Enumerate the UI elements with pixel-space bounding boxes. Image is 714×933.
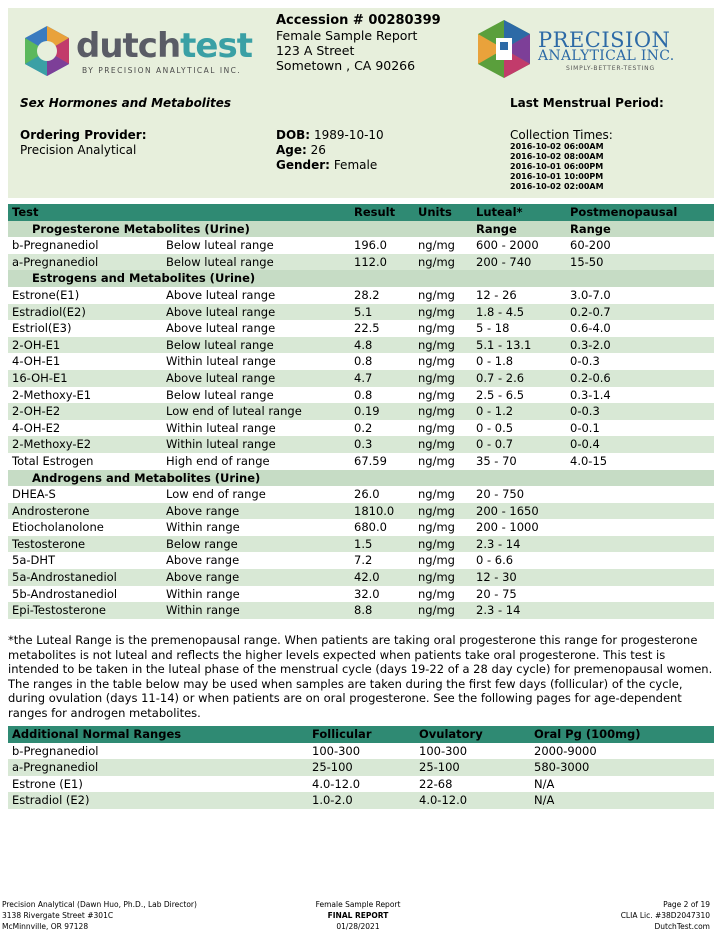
postmenopausal-range: 0-0.4 xyxy=(566,436,714,453)
test-result: 196.0 xyxy=(354,238,387,253)
test-units: ng/mg xyxy=(418,520,455,535)
range-subheader xyxy=(566,270,714,287)
street-address: 123 A Street xyxy=(276,43,355,58)
col-header-oral-pg: Oral Pg (100mg) xyxy=(534,727,641,741)
table-row xyxy=(8,387,714,404)
footer-website: DutchTest.com xyxy=(654,922,710,931)
test-units: ng/mg xyxy=(414,337,472,354)
test-status: Above luteal range xyxy=(162,304,350,321)
test-name: Estradiol(E2) xyxy=(8,304,162,321)
ovulatory-range: 25-100 xyxy=(415,759,530,776)
test-result: 32.0 xyxy=(354,586,380,601)
table-row xyxy=(8,370,714,387)
test-result: 67.59 xyxy=(354,453,387,468)
table-row xyxy=(8,304,714,321)
luteal-range: 35 - 70 xyxy=(476,453,517,468)
col-header-postmenopausal: Postmenopausal xyxy=(570,205,678,219)
luteal-range: 20 - 750 xyxy=(476,487,525,502)
test-name: DHEA-S xyxy=(12,487,56,502)
range-test-name: b-Pregnanediol xyxy=(12,743,99,758)
test-result: 0.3 xyxy=(350,436,414,453)
test-status: Below luteal range xyxy=(162,337,350,354)
test-units: ng/mg xyxy=(418,387,455,402)
range-subheader xyxy=(472,270,566,287)
accession-number: Accession # 00280399 xyxy=(276,13,441,28)
test-name: 2-OH-E1 xyxy=(8,337,162,354)
range-test-name: Estrone (E1) xyxy=(12,776,83,791)
test-result: 680.0 xyxy=(354,520,387,535)
test-name: 5a-Androstanediol xyxy=(8,569,162,586)
test-units: ng/mg xyxy=(418,287,455,302)
additional-row xyxy=(8,792,714,809)
test-units: ng/mg xyxy=(414,602,472,619)
test-name: Testosterone xyxy=(8,536,162,553)
range-subheader: Range xyxy=(472,221,566,238)
ordering-provider-value: Precision Analytical xyxy=(20,143,137,157)
col-header-additional: Additional Normal Ranges xyxy=(12,727,182,741)
test-result: 1.5 xyxy=(350,536,414,553)
luteal-range: 5 - 18 xyxy=(476,321,510,336)
postmenopausal-range: 60-200 xyxy=(570,238,611,253)
test-status: Above range xyxy=(162,569,350,586)
test-status: Within range xyxy=(166,586,240,601)
postmenopausal-range xyxy=(566,536,714,553)
table-row xyxy=(8,337,714,354)
luteal-range: 0 - 0.5 xyxy=(476,420,514,435)
test-name: 16-OH-E1 xyxy=(8,370,162,387)
ovulatory-range: 4.0-12.0 xyxy=(415,792,530,809)
test-units: ng/mg xyxy=(418,354,455,369)
accession-block xyxy=(276,13,441,73)
test-units: ng/mg xyxy=(414,403,472,420)
ovulatory-range: 100-300 xyxy=(419,743,468,758)
gender-label: Gender: xyxy=(276,158,330,172)
collection-time: 2016-10-02 08:00AM xyxy=(510,152,604,161)
luteal-range: 0 - 0.7 xyxy=(472,436,566,453)
test-name: a-Pregnanediol xyxy=(8,254,162,271)
test-name: Estriol(E3) xyxy=(12,321,72,336)
test-units: ng/mg xyxy=(418,238,455,253)
luteal-range: 5.1 - 13.1 xyxy=(472,337,566,354)
luteal-range: 20 - 75 xyxy=(476,586,517,601)
postmenopausal-range: 0.2-0.6 xyxy=(566,370,714,387)
additional-row xyxy=(8,743,714,760)
test-status: Within range xyxy=(166,520,240,535)
results-table xyxy=(8,204,714,619)
table-row xyxy=(8,237,714,254)
report-header xyxy=(8,8,714,198)
test-name: 2-OH-E2 xyxy=(8,403,162,420)
additional-ranges-table xyxy=(8,726,714,809)
test-name: Androsterone xyxy=(8,503,162,520)
footer-page-number: Page 2 of 19 xyxy=(663,900,710,909)
luteal-range: 12 - 30 xyxy=(472,569,566,586)
test-status: Within luteal range xyxy=(166,420,276,435)
footer-page-info xyxy=(621,899,710,932)
luteal-range: 12 - 26 xyxy=(476,287,517,302)
range-subheader xyxy=(566,470,714,487)
postmenopausal-range: 3.0-7.0 xyxy=(570,287,611,302)
ordering-provider-label: Ordering Provider: xyxy=(20,128,147,142)
oral-pg-range: N/A xyxy=(534,776,555,791)
luteal-range: 2.3 - 14 xyxy=(472,536,566,553)
test-result: 4.8 xyxy=(350,337,414,354)
lmp-label: Last Menstrual Period: xyxy=(510,96,664,110)
dutch-hexagon-icon xyxy=(20,24,74,78)
follicular-range: 25-100 xyxy=(308,759,415,776)
city-address: Sometown , CA 90266 xyxy=(276,58,416,73)
test-status: Within range xyxy=(162,602,350,619)
test-status: Below luteal range xyxy=(166,387,274,402)
report-name: Female Sample Report xyxy=(276,28,418,43)
test-status: Low end of range xyxy=(166,487,266,502)
patient-info xyxy=(276,128,384,173)
postmenopausal-range: 0.3-1.4 xyxy=(570,387,611,402)
table-row xyxy=(8,503,714,520)
postmenopausal-range xyxy=(566,586,714,603)
test-status: Below luteal range xyxy=(162,254,350,271)
postmenopausal-range: 0-0.3 xyxy=(566,403,714,420)
test-name: Epi-Testosterone xyxy=(8,602,162,619)
test-result: 0.8 xyxy=(354,387,373,402)
table-row xyxy=(8,602,714,619)
range-test-name: a-Pregnanediol xyxy=(8,759,308,776)
test-units: ng/mg xyxy=(418,586,455,601)
collection-time: 2016-10-01 06:00PM xyxy=(510,162,604,171)
test-units: ng/mg xyxy=(414,536,472,553)
table-row xyxy=(8,519,714,536)
col-header-units: Units xyxy=(418,205,452,219)
table-row xyxy=(8,254,714,271)
luteal-range: 200 - 1650 xyxy=(472,503,566,520)
test-name: 5a-DHT xyxy=(12,553,56,568)
luteal-range: 0 - 1.2 xyxy=(472,403,566,420)
age-value: 26 xyxy=(310,143,326,157)
precision-name-line2: ANALYTICAL INC. xyxy=(538,48,675,64)
luteal-range: 600 - 2000 xyxy=(476,238,539,253)
table-row xyxy=(8,287,714,304)
table-row xyxy=(8,353,714,370)
postmenopausal-range: 0-0.1 xyxy=(570,420,600,435)
age-label: Age: xyxy=(276,143,307,157)
table-row xyxy=(8,403,714,420)
test-units: ng/mg xyxy=(418,321,455,336)
test-status: Within luteal range xyxy=(162,436,350,453)
col-header-test: Test xyxy=(12,205,39,219)
section-header-row xyxy=(8,470,714,487)
footer-clia: CLIA Lic. #38D2047310 xyxy=(620,911,710,920)
additional-header-row xyxy=(8,726,714,743)
postmenopausal-range xyxy=(566,519,714,536)
test-status: Below luteal range xyxy=(166,238,274,253)
test-result: 112.0 xyxy=(350,254,414,271)
luteal-range: 1.8 - 4.5 xyxy=(472,304,566,321)
col-header-luteal: Luteal* xyxy=(476,205,523,219)
section-title: Estrogens and Metabolites (Urine) xyxy=(8,270,472,287)
test-units: ng/mg xyxy=(414,304,472,321)
section-title: Androgens and Metabolites (Urine) xyxy=(8,470,472,487)
brand-tagline: BY PRECISION ANALYTICAL INC. xyxy=(82,66,242,75)
test-name: Estrone(E1) xyxy=(12,287,80,302)
collection-label: Collection Times: xyxy=(510,128,613,142)
test-result: 0.19 xyxy=(350,403,414,420)
test-status: Low end of luteal range xyxy=(162,403,350,420)
footer-lab-director: Precision Analytical (Dawn Huo, Ph.D., Lab Director) xyxy=(2,900,197,909)
test-status: Below range xyxy=(162,536,350,553)
table-row xyxy=(8,420,714,437)
precision-tagline: SIMPLY-BETTER-TESTING xyxy=(566,65,655,72)
collection-time: 2016-10-02 02:00AM xyxy=(510,182,604,191)
test-name: 4-OH-E1 xyxy=(12,354,61,369)
luteal-range: 0.7 - 2.6 xyxy=(472,370,566,387)
range-subheader: Range xyxy=(566,221,714,238)
table-row xyxy=(8,586,714,603)
dutchtest-logo xyxy=(20,22,260,82)
test-result: 4.7 xyxy=(350,370,414,387)
table-row xyxy=(8,536,714,553)
test-status: Above luteal range xyxy=(166,287,276,302)
additional-row xyxy=(8,776,714,793)
test-units: ng/mg xyxy=(414,436,472,453)
footer-report-date: 01/28/2021 xyxy=(336,922,380,931)
section-header-row xyxy=(8,270,714,287)
test-units: ng/mg xyxy=(418,453,455,468)
section-title: Progesterone Metabolites (Urine) xyxy=(8,221,472,238)
additional-row xyxy=(8,759,714,776)
collection-time: 2016-10-01 10:00PM xyxy=(510,172,604,181)
luteal-range: 200 - 740 xyxy=(472,254,566,271)
follicular-range: 4.0-12.0 xyxy=(312,776,361,791)
test-name: Total Estrogen xyxy=(12,453,94,468)
test-result: 5.1 xyxy=(350,304,414,321)
luteal-range: 0 - 1.8 xyxy=(476,354,514,369)
test-result: 42.0 xyxy=(350,569,414,586)
test-status: Within luteal range xyxy=(166,354,276,369)
gender-value: Female xyxy=(333,158,378,172)
postmenopausal-range: 0.6-4.0 xyxy=(570,321,611,336)
test-result: 0.2 xyxy=(354,420,373,435)
test-name: Etiocholanolone xyxy=(12,520,104,535)
postmenopausal-range: 15-50 xyxy=(566,254,714,271)
section-title: Sex Hormones and Metabolites xyxy=(20,96,232,110)
table-row xyxy=(8,486,714,503)
test-status: High end of range xyxy=(166,453,270,468)
col-header-ovulatory: Ovulatory xyxy=(419,727,483,741)
follicular-range: 1.0-2.0 xyxy=(308,792,415,809)
test-units: ng/mg xyxy=(414,569,472,586)
luteal-range: 2.5 - 6.5 xyxy=(476,387,525,402)
table-row xyxy=(8,569,714,586)
postmenopausal-range xyxy=(566,503,714,520)
footer-report-name: Female Sample Report xyxy=(315,900,401,909)
test-result: 1810.0 xyxy=(350,503,414,520)
precision-name-line1: PRECISION xyxy=(538,28,671,52)
test-name: b-Pregnanediol xyxy=(12,238,99,253)
postmenopausal-range: 4.0-15 xyxy=(570,453,608,468)
oral-pg-range: 2000-9000 xyxy=(534,743,597,758)
test-units: ng/mg xyxy=(418,487,455,502)
table-row xyxy=(8,436,714,453)
test-result: 8.8 xyxy=(350,602,414,619)
test-units: ng/mg xyxy=(414,254,472,271)
postmenopausal-range: 0.2-0.7 xyxy=(566,304,714,321)
test-result: 7.2 xyxy=(354,553,373,568)
footer-lab-street: 3138 Rivergate Street #301C xyxy=(2,911,114,920)
test-status: Above range xyxy=(162,503,350,520)
collection-time: 2016-10-02 06:00AM xyxy=(510,142,604,151)
test-units: ng/mg xyxy=(414,503,472,520)
table-row xyxy=(8,453,714,470)
footer-lab-city: McMinnville, OR 97128 xyxy=(2,922,89,931)
test-result: 22.5 xyxy=(354,321,380,336)
test-result: 28.2 xyxy=(354,287,380,302)
postmenopausal-range: 0.3-2.0 xyxy=(566,337,714,354)
test-result: 0.8 xyxy=(354,354,373,369)
postmenopausal-range: 0-0.3 xyxy=(570,354,600,369)
test-name: 2-Methoxy-E2 xyxy=(8,436,162,453)
table-row xyxy=(8,320,714,337)
luteal-range: 200 - 1000 xyxy=(476,520,539,535)
test-units: ng/mg xyxy=(418,553,455,568)
range-subheader xyxy=(472,470,566,487)
postmenopausal-range xyxy=(566,602,714,619)
test-status: Above range xyxy=(166,553,240,568)
precision-analytical-logo xyxy=(474,18,704,84)
luteal-range: 0 - 6.6 xyxy=(476,553,514,568)
test-status: Above luteal range xyxy=(166,321,276,336)
postmenopausal-range xyxy=(566,486,714,503)
test-units: ng/mg xyxy=(414,370,472,387)
col-header-follicular: Follicular xyxy=(312,727,372,741)
dob-label: DOB: xyxy=(276,128,311,142)
test-name: 2-Methoxy-E1 xyxy=(12,387,92,402)
brand-word-2: test xyxy=(180,26,252,66)
dob-value: 1989-10-10 xyxy=(313,128,384,142)
postmenopausal-range xyxy=(566,552,714,569)
range-test-name: Estradiol (E2) xyxy=(8,792,308,809)
oral-pg-range: N/A xyxy=(530,792,714,809)
test-result: 26.0 xyxy=(354,487,380,502)
footer-report-info xyxy=(310,899,406,932)
precision-hexagon-icon xyxy=(474,18,534,80)
section-header-row xyxy=(8,221,714,238)
footer-report-status: FINAL REPORT xyxy=(327,911,389,920)
postmenopausal-range xyxy=(566,569,714,586)
brand-word-1: dutch xyxy=(76,26,181,66)
test-units: ng/mg xyxy=(418,420,455,435)
ovulatory-range: 22-68 xyxy=(419,776,453,791)
luteal-range: 2.3 - 14 xyxy=(472,602,566,619)
footer-lab-info xyxy=(2,899,197,932)
luteal-range-note: *the Luteal Range is the premenopausal range. When patients are taking oral progesterone this range for progesterone metabolites is not luteal and reflects the higher levels expected when patients take oral progesterone. This test is intended to be taken in the luteal phase of the menstrual cycle (days 19-22 of a 28 day cycle) for premenopausal women. The ranges in the table below may be used when samples are taken during the first few days (follicular) of the cycle, during ovulation (days 11-14) or when patients are on oral progesterone. See the following pages for age-dependent ranges for androgen metabolites. xyxy=(8,633,713,720)
follicular-range: 100-300 xyxy=(312,743,361,758)
oral-pg-range: 580-3000 xyxy=(530,759,714,776)
table-row xyxy=(8,552,714,569)
test-name: 4-OH-E2 xyxy=(12,420,61,435)
table-header-row xyxy=(8,204,714,221)
test-name: 5b-Androstanediol xyxy=(12,586,118,601)
test-status: Above luteal range xyxy=(162,370,350,387)
collection-times xyxy=(510,142,604,192)
col-header-result: Result xyxy=(354,205,396,219)
